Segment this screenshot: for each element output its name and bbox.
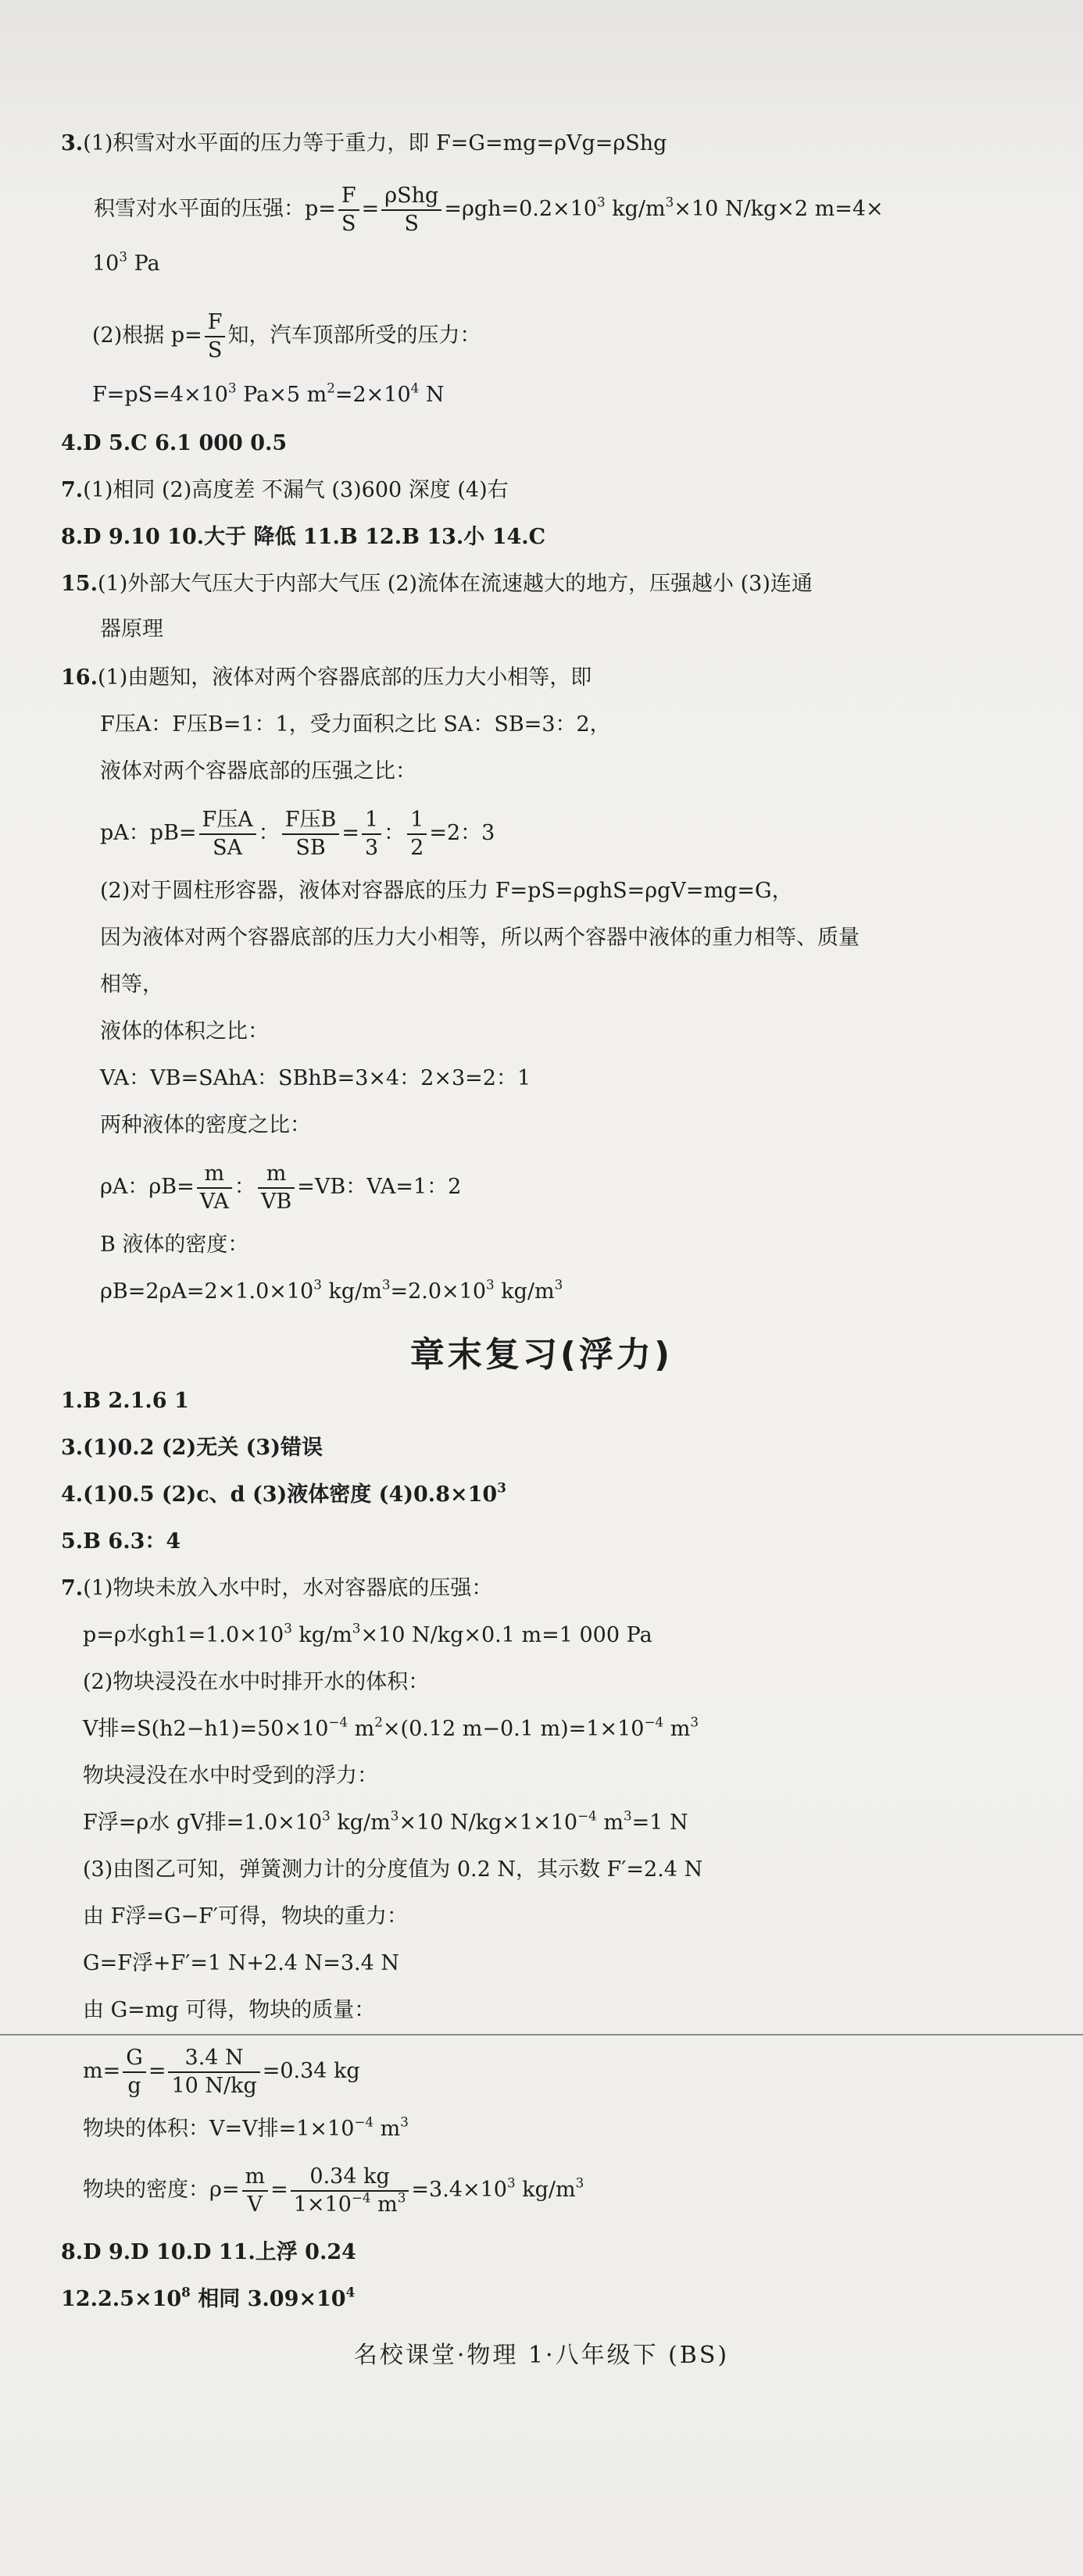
s-line8: 8.D 9.D 10.D 11.上浮 0.24 bbox=[61, 2240, 356, 2264]
s-q7-line3: (2)物块浸没在水中时排开水的体积： bbox=[83, 1670, 430, 1694]
fraction: $\frac{\text{F压A}}{SA}$ bbox=[199, 808, 256, 859]
s-line2: 3.(1)0.2 (2)无关 (3)错误 bbox=[61, 1436, 323, 1460]
fraction: $\frac{1}{3}$ bbox=[362, 808, 381, 859]
s-q7-line1: 7.(1)物块未放入水中时，水对容器底的压强： bbox=[61, 1576, 493, 1600]
q16-line2: F压A：F压B=1：1，受力面积之比 SA：SB=3：2， bbox=[100, 712, 611, 737]
section-title: 章末复习(浮力) bbox=[409, 1335, 674, 1375]
q16-line8: 液体的体积之比： bbox=[100, 1019, 269, 1044]
s-q7-line8: 由 F浮=G−F′可得，物块的重力： bbox=[83, 1904, 408, 1928]
q16-line11: ρA：ρB= $\frac{m}{VA}$ ： $\frac{m}{VB}$ =VB：VA=1：2 bbox=[100, 1161, 462, 1214]
s-q7-line12: 物块的体积：V=V排$=1\times 10^{-4}$ $m^3$ bbox=[83, 2114, 409, 2141]
fraction: $\frac{m}{VA}$ bbox=[197, 1162, 232, 1213]
s-q7-line2: p=ρ水$gh1=1.0\times 10^3$ $kg/m^3\times 10$ N/kg×0.1 m=1 000 Pa bbox=[83, 1620, 652, 1647]
s-q7-line4: V排$=S(h2-h1)=50\times 10^{-4}$ $m^2\times(0.12$ m−0.1 $m)=1\times 10^{-4}$ $m^3$ bbox=[83, 1714, 699, 1741]
s-q7-line7: (3)由图乙可知，弹簧测力计的分度值为 0.2 N，其示数 F′=2.4 N bbox=[83, 1857, 703, 1882]
fraction: $\frac{0.34 kg}{1\times 10^{-4} m^3}$ bbox=[291, 2165, 409, 2216]
fraction: $\frac{\text{ρShg}}{S}$ bbox=[381, 184, 441, 235]
s-line3: 4.(1)0.5 (2)c、d (3)液体密度 $(4)0.8\times 10^3$ bbox=[61, 1479, 506, 1507]
q15-line1: 15.(1)外部大气压大于内部大气压 (2)流体在流速越大的地方，压强越小 (3)连通 bbox=[61, 572, 813, 596]
q16-line9: VA：VB=SAhA：SBhB=3×4：2×3=2：1 bbox=[100, 1066, 531, 1090]
page-footer: 名校课堂·物理 1·八年级下 (BS) bbox=[353, 2342, 730, 2369]
q16-line6: 因为液体对两个容器底部的压力大小相等，所以两个容器中液体的重力相等、质量 bbox=[100, 926, 860, 950]
s-q7-line10: 由 G=mg 可得，物块的质量： bbox=[83, 1998, 376, 2022]
s-line1: 1.B 2.1.6 1 bbox=[61, 1389, 189, 1413]
fraction: $\frac{F}{S}$ bbox=[338, 184, 359, 235]
fraction: $\frac{m}{V}$ bbox=[242, 2165, 269, 2216]
fraction: $\frac{F}{S}$ bbox=[205, 311, 226, 362]
answers-4-6: 4.D 5.C 6.1 000 0.5 bbox=[61, 431, 288, 455]
q3-line4: (2)根据 p= $\frac{F}{S}$ 知，汽车顶部所受的压力： bbox=[92, 310, 481, 362]
fraction: $\frac{1}{2}$ bbox=[407, 808, 427, 859]
q16-line5: (2)对于圆柱形容器，液体对容器底的压力 F=pS=ρghS=ρgV=mg=G， bbox=[100, 879, 793, 903]
fraction: $\frac{\text{F压B}}{SB}$ bbox=[282, 808, 340, 859]
q15-line2: 器原理 bbox=[100, 617, 163, 641]
q7-answer: 7.(1)相同 (2)高度差 不漏气 (3)600 深度 (4)右 bbox=[61, 478, 509, 502]
s-line9: $12.2.5\times 10^8$ 相同 $3.09\times 10^4$ bbox=[61, 2284, 356, 2311]
s-line4: 5.B 6.3：4 bbox=[61, 1529, 181, 1554]
fraction: $\frac{G}{g}$ bbox=[123, 2046, 146, 2097]
s-q7-line6: F浮=ρ水 gV排$=1.0\times 10^3$ $kg/m^3\times 10$ $N/kg\times 1\times 10^{-4}$ $m^3=1$ N bbox=[83, 1807, 688, 1835]
q16-line1: 16.(1)由题知，液体对两个容器底部的压力大小相等，即 bbox=[61, 665, 592, 690]
q3-line5: $F=pS=4\times 10^3$ Pa×5 $m^2=2\times 10^4$ N bbox=[92, 380, 445, 407]
q16-line7: 相等， bbox=[100, 972, 163, 997]
s-q7-line5: 物块浸没在水中时受到的浮力： bbox=[83, 1764, 378, 1788]
s-q7-line9: G=F浮+F′=1 N+2.4 N=3.4 N bbox=[83, 1951, 399, 1975]
fraction: $\frac{m}{VB}$ bbox=[258, 1162, 295, 1213]
q16-line4: pA：pB= $\frac{\text{F压A}}{SA}$ ： $\frac{\text{F压B}}{SB}$ = $\frac{1}{3}$ ： $\frac{1}{2}$ =2：3 bbox=[100, 808, 495, 860]
s-q7-line13: 物块的密度：ρ= $\frac{m}{V}$ = $\frac{0.34 kg}{1\times 10^{-4} m^3}$ $=3.4\times 10^3$ $kg/m^3$ bbox=[83, 2164, 584, 2217]
q3-line2: 积雪对水平面的压强：p= $\frac{F}{S}$ = $\frac{\text{ρShg}}{S}$ $=\rho gh=0.2\times 10^3$ $kg/m^3\times 10$ N/kg×2 m=4× bbox=[94, 184, 884, 236]
q16-line3: 液体对两个容器底部的压强之比： bbox=[100, 759, 416, 783]
fold-divider bbox=[0, 2034, 1083, 2035]
q3-line3: $10^3$ Pa bbox=[92, 248, 160, 276]
q16-line10: 两种液体的密度之比： bbox=[100, 1113, 311, 1137]
q16-line12: B 液体的密度： bbox=[100, 1233, 249, 1257]
q3-line1: 3.(1)积雪对水平面的压力等于重力，即 F=G=mg=ρVg=ρShg bbox=[61, 131, 667, 155]
answers-8-14: 8.D 9.10 10.大于 降低 11.B 12.B 13.小 14.C bbox=[61, 525, 546, 549]
q16-line13: $\rho B=2\rho A=2\times 1.0\times 10^3$ $kg/m^3=2.0\times 10^3$ $kg/m^3$ bbox=[100, 1276, 563, 1304]
s-q7-line11: m= $\frac{G}{g}$ = $\frac{3.4 N}{10 N/kg}$ =0.34 kg bbox=[83, 2046, 360, 2098]
fraction: $\frac{3.4 N}{10 N/kg}$ bbox=[168, 2046, 259, 2097]
